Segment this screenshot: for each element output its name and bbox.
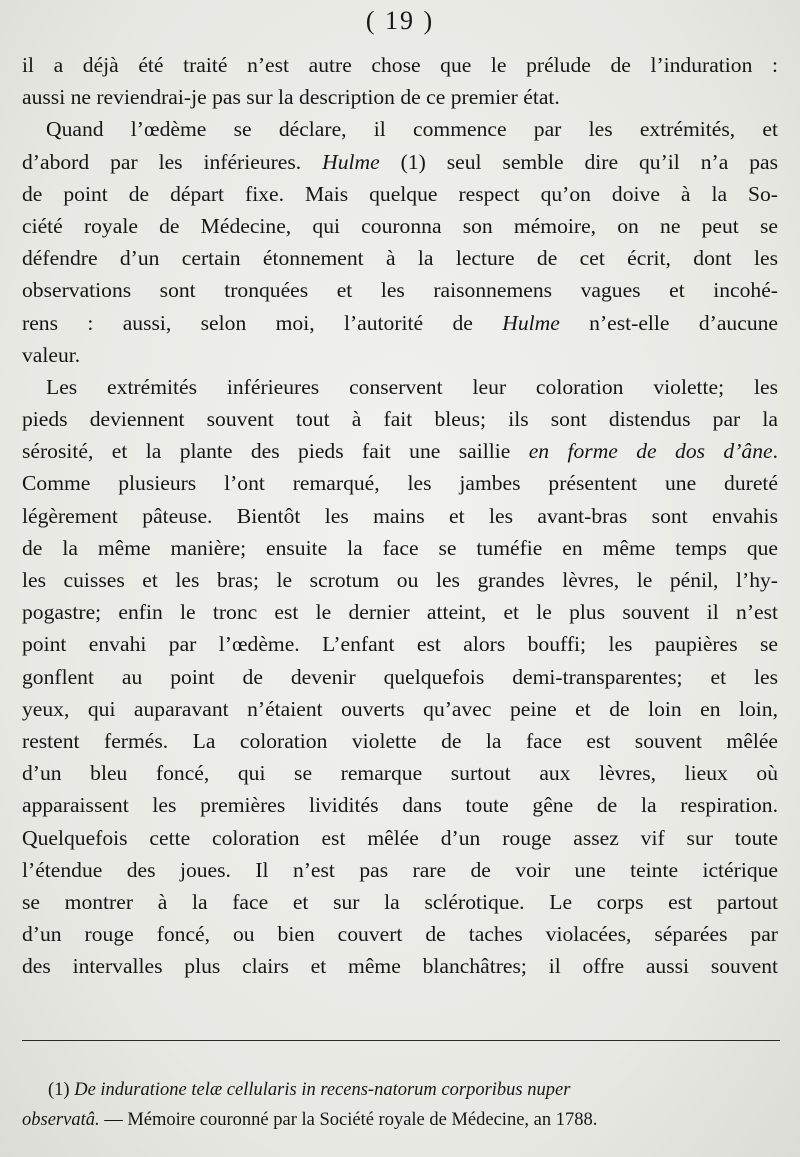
- footnote-line: [22, 1075, 780, 1105]
- text-line: de point de départ fixe. Mais quelque respect qu’on doive à la So-: [22, 181, 778, 206]
- text-line: yeux, qui auparavant n’étaient ouverts qu’avec peine et de loin en loin,: [22, 696, 778, 721]
- text-line: observations sont tronquées et les raisonnemens vagues et incohé-: [22, 278, 778, 303]
- text-line: pieds deviennent souvent tout à fait bleus; ils sont distendus par la: [22, 407, 778, 432]
- text-line: de la même manière; ensuite la face se tuméfie en même temps que: [22, 535, 778, 560]
- text-line: défendre d’un certain étonnement à la lecture de cet écrit, dont les: [22, 246, 778, 271]
- text-line: aussi ne reviendrai-je pas sur la description de ce premier état.: [22, 85, 560, 110]
- footnote-divider: [22, 1040, 780, 1041]
- text-line: d’abord par les inférieures. Hulme (1) seul semble dire qu’il n’a pas: [22, 149, 778, 174]
- text-line: Les extrémités inférieures conservent leur coloration violette; les: [46, 374, 778, 399]
- text-line: se montrer à la face et sur la sclérotique. Le corps est partout: [22, 889, 778, 914]
- text-line: ciété royale de Médecine, qui couronna son mémoire, on ne peut se: [22, 213, 778, 238]
- text-line: d’un rouge foncé, ou bien couvert de taches violacées, séparées par: [22, 922, 778, 947]
- text-line: pogastre; enfin le tronc est le dernier atteint, et le plus souvent il n’est: [22, 600, 778, 625]
- footnote-text: — Mémoire couronné par la Société royale de Médecine, an 1788.: [104, 1110, 598, 1130]
- footnote-title-cont: observatâ.: [22, 1110, 100, 1130]
- body-text: [22, 49, 778, 982]
- text-line: des intervalles plus clairs et même blanchâtres; il offre aussi souvent: [22, 954, 778, 979]
- footnote: [22, 1075, 780, 1135]
- text-line: les cuisses et les bras; le scrotum ou les grandes lèvres, le pénil, l’hy-: [22, 568, 778, 592]
- text-line: sérosité, et la plante des pieds fait une saillie en forme de dos d’âne.: [22, 439, 778, 464]
- page-number: ( 19 ): [365, 6, 435, 35]
- text-line: Comme plusieurs l’ont remarqué, les jambes présentent une dureté: [22, 471, 778, 496]
- text-line: point envahi par l’œdème. L’enfant est alors bouffi; les paupières se: [22, 632, 778, 657]
- text-line: Quand l’œdème se déclare, il commence par les extrémités, et: [46, 117, 778, 142]
- text-line: il a déjà été traité n’est autre chose que le prélude de l’induration :: [22, 53, 778, 77]
- text-line: d’un bleu foncé, qui se remarque surtout aux lèvres, lieux où: [22, 761, 778, 786]
- text-line: restent fermés. La coloration violette de la face est souvent mêlée: [22, 728, 778, 753]
- footnote-title: De induratione telæ cellularis in recens-natorum corporibus nuper: [74, 1080, 571, 1100]
- footnote-line: [22, 1105, 780, 1135]
- text-line: rens : aussi, selon moi, l’autorité de Hulme n’est-elle d’aucune: [22, 310, 778, 335]
- text-line: apparaissent les premières lividités dans toute gêne de la respiration.: [22, 793, 778, 818]
- text-line: Quelquefois cette coloration est mêlée d’un rouge assez vif sur toute: [22, 825, 778, 850]
- text-line: valeur.: [22, 342, 81, 367]
- footnote-marker: (1): [48, 1080, 70, 1100]
- text-line: légèrement pâteuse. Bientôt les mains et les avant-bras sont envahis: [22, 503, 778, 528]
- text-line: gonflent au point de devenir quelquefois demi-transparentes; et les: [22, 664, 778, 689]
- text-line: l’étendue des joues. Il n’est pas rare de voir une teinte ictérique: [22, 857, 778, 882]
